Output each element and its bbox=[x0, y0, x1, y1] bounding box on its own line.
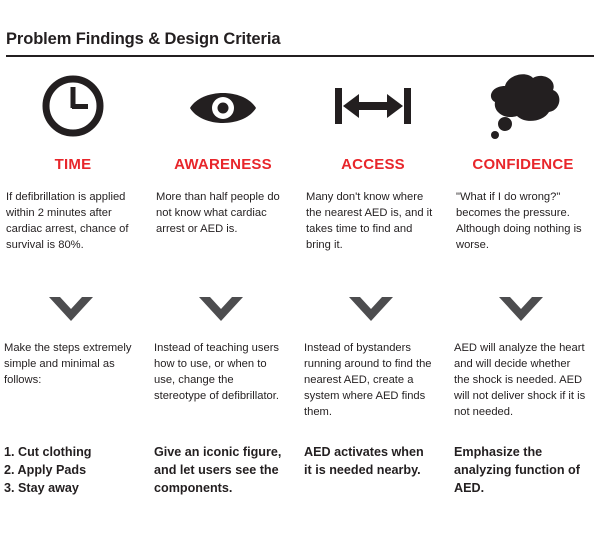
down-arrow-icon bbox=[454, 290, 588, 330]
arrow-cell-3 bbox=[300, 272, 450, 330]
conclusion-line: Give an iconic figure, bbox=[154, 445, 282, 459]
down-arrow-icon bbox=[154, 290, 288, 330]
conclusion-cell-3 bbox=[300, 443, 450, 497]
conclusion-line: it is needed nearby. bbox=[304, 463, 421, 477]
column-awareness bbox=[150, 64, 300, 253]
conclusion-cell-4 bbox=[450, 443, 600, 497]
solution-awareness: Instead of teaching users how to use, or when to use, change the stereotype of defibrillator. bbox=[154, 342, 280, 402]
column-time bbox=[0, 64, 150, 253]
finding-time: If defibrillation is applied within 2 minutes after cardiac arrest, chance of survival is 80%. bbox=[6, 191, 129, 251]
down-arrow-icon bbox=[304, 290, 438, 330]
solution-cell-4 bbox=[450, 340, 600, 420]
arrow-cell-2 bbox=[150, 272, 300, 330]
conclusion-awareness bbox=[154, 443, 288, 497]
solution-access: Instead of bystanders running around to find the nearest AED, create a system where AED finds them. bbox=[304, 342, 432, 418]
heading-awareness: AWARENESS bbox=[174, 156, 272, 173]
heading-time: TIME bbox=[54, 156, 92, 173]
column-access bbox=[300, 64, 450, 253]
thought-cloud-icon bbox=[456, 66, 590, 146]
down-arrow-icon bbox=[4, 290, 138, 330]
solution-cell-3 bbox=[300, 340, 450, 420]
conclusion-line: Emphasize the bbox=[454, 445, 543, 459]
conclusion-line: 3. Stay away bbox=[4, 481, 79, 495]
conclusion-cell-1 bbox=[0, 443, 150, 497]
conclusion-line: 2. Apply Pads bbox=[4, 463, 87, 477]
conclusion-line: and let users see the bbox=[154, 463, 279, 477]
solution-confidence: AED will analyze the heart and will decide whether the shock is needed. AED will not deliver shock if it is not needed. bbox=[454, 342, 586, 418]
eye-icon bbox=[156, 66, 290, 146]
conclusion-time bbox=[4, 443, 138, 497]
heading-access: ACCESS bbox=[341, 156, 405, 173]
conclusion-line: analyzing function of bbox=[454, 463, 580, 477]
finding-confidence: "What if I do wrong?" becomes the pressure. Although doing nothing is worse. bbox=[456, 191, 582, 251]
conclusion-line: AED activates when bbox=[304, 445, 424, 459]
solutions-row bbox=[0, 340, 600, 420]
page-title: Problem Findings & Design Criteria bbox=[6, 30, 281, 48]
conclusion-line: 1. Cut clothing bbox=[4, 445, 92, 459]
conclusion-access bbox=[304, 443, 438, 479]
column-confidence bbox=[450, 64, 600, 253]
title-divider bbox=[6, 55, 594, 57]
conclusion-line: components. bbox=[154, 481, 233, 495]
distance-arrows-icon bbox=[306, 66, 440, 146]
solution-cell-1 bbox=[0, 340, 150, 420]
heading-confidence: CONFIDENCE bbox=[472, 156, 574, 173]
findings-row bbox=[0, 64, 600, 253]
conclusions-row bbox=[0, 443, 600, 497]
arrow-cell-1 bbox=[0, 272, 150, 330]
clock-icon bbox=[6, 66, 140, 146]
conclusion-cell-2 bbox=[150, 443, 300, 497]
arrows-row bbox=[0, 272, 600, 330]
arrow-cell-4 bbox=[450, 272, 600, 330]
conclusion-line: AED. bbox=[454, 481, 485, 495]
conclusion-confidence bbox=[454, 443, 588, 497]
finding-access: Many don't know where the nearest AED is, and it takes time to find and bring it. bbox=[306, 191, 433, 251]
finding-awareness: More than half people do not know what cardiac arrest or AED is. bbox=[156, 191, 280, 235]
solution-time: Make the steps extremely simple and minimal as follows: bbox=[4, 342, 132, 386]
solution-cell-2 bbox=[150, 340, 300, 420]
